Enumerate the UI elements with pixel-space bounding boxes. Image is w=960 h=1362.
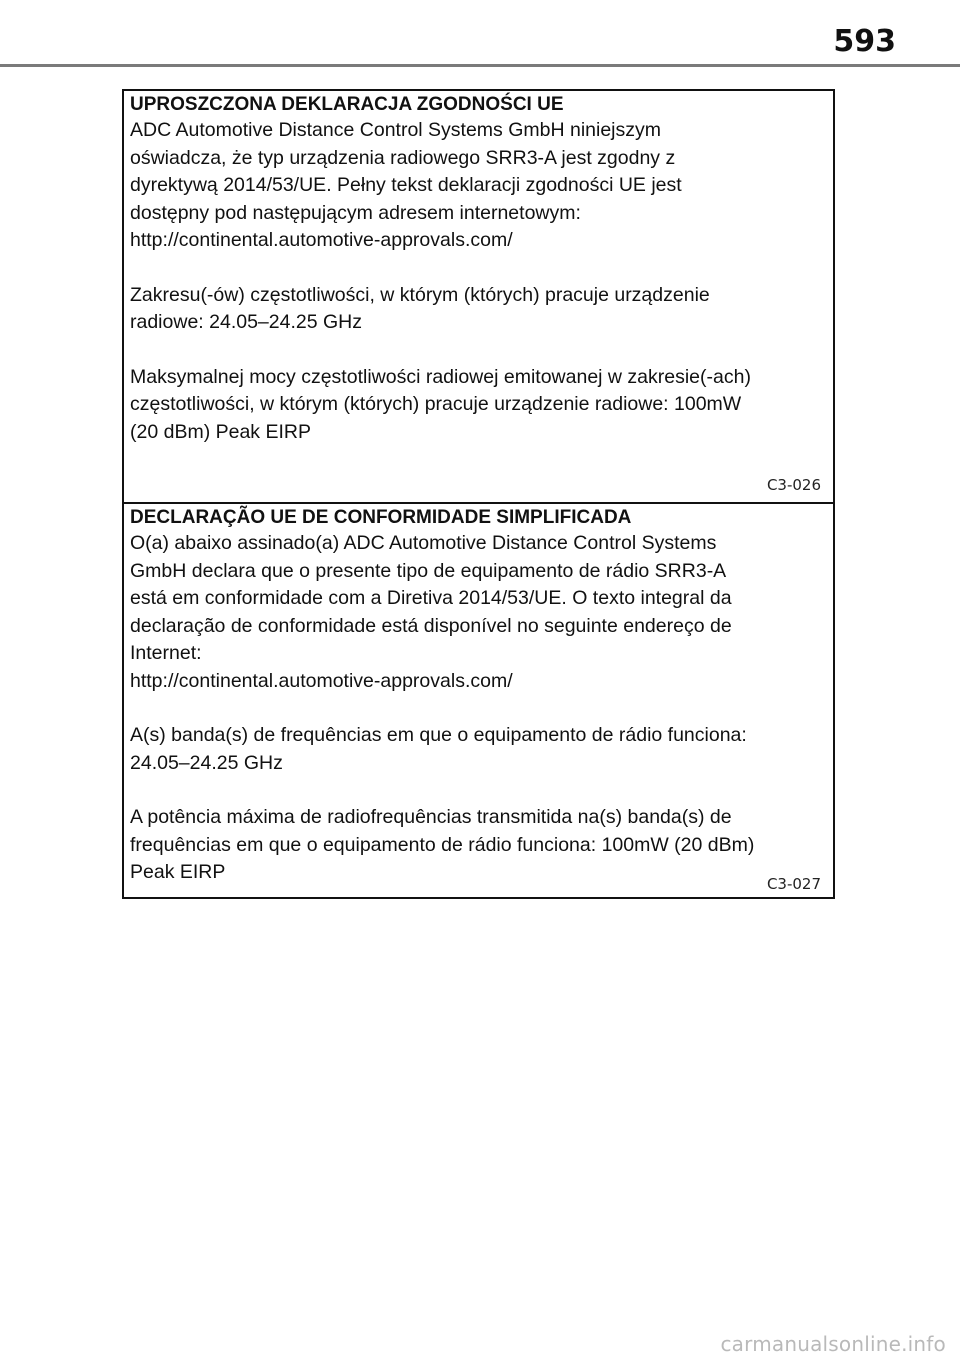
section-code: C3-027: [766, 875, 821, 893]
section-code: C3-026: [766, 476, 821, 494]
section-title: DECLARAÇÃO UE DE CONFORMIDADE SIMPLIFICADA: [130, 507, 632, 528]
paragraph-spacer: [130, 255, 827, 282]
declaration-section-polish: [124, 91, 833, 502]
declaration-paragraph: O(a) abaixo assinado(a) ADC Automotive Distance Control Systems GmbH declara que o presente tipo de equipamento de rádio SRR3-A está em conformidade com a Diretiva 2014/53/UE. O texto integral da declaração de conformidade está disponível no seguinte endereço de Internet: http://continental.automotive-approvals.com/: [130, 532, 732, 692]
paragraph-spacer: [130, 337, 827, 364]
max-power-paragraph: A potência máxima de radiofrequências transmitida na(s) banda(s) de frequências em que o equipamento de rádio funciona: 100mW (20 dBm) Peak EIRP: [130, 806, 755, 883]
declaration-section-portuguese: [124, 502, 833, 897]
page-number: 593: [833, 24, 896, 59]
max-power-paragraph: Maksymalnej mocy częstotliwości radiowej emitowanej w zakresie(-ach) częstotliwości, w którym (których) pracuje urządzenie radiowe: 100mW (20 dBm) Peak EIRP: [130, 365, 751, 443]
declaration-paragraph: ADC Automotive Distance Control Systems GmbH niniejszym oświadcza, że typ urządzenia radiowego SRR3-A jest zgodny z dyrektywą 2014/53/UE. Pełny tekst deklaracji zgodności UE jest dostępny pod następującym adresem internetowym: http://continental.automotive-approvals.com/: [130, 119, 682, 251]
paragraph-spacer: [130, 695, 827, 722]
paragraph-spacer: [130, 777, 827, 804]
header-divider: [0, 64, 960, 67]
section-title: UPROSZCZONA DEKLARACJA ZGODNOŚCI UE: [130, 94, 564, 115]
frequency-band-paragraph: Zakresu(-ów) częstotliwości, w którym (których) pracuje urządzenie radiowe: 24.05–24.25 GHz: [130, 283, 710, 333]
watermark: carmanualsonline.info: [720, 1332, 946, 1356]
declaration-box: [122, 89, 835, 899]
frequency-band-paragraph: A(s) banda(s) de frequências em que o equipamento de rádio funciona: 24.05–24.25 GHz: [130, 724, 747, 774]
